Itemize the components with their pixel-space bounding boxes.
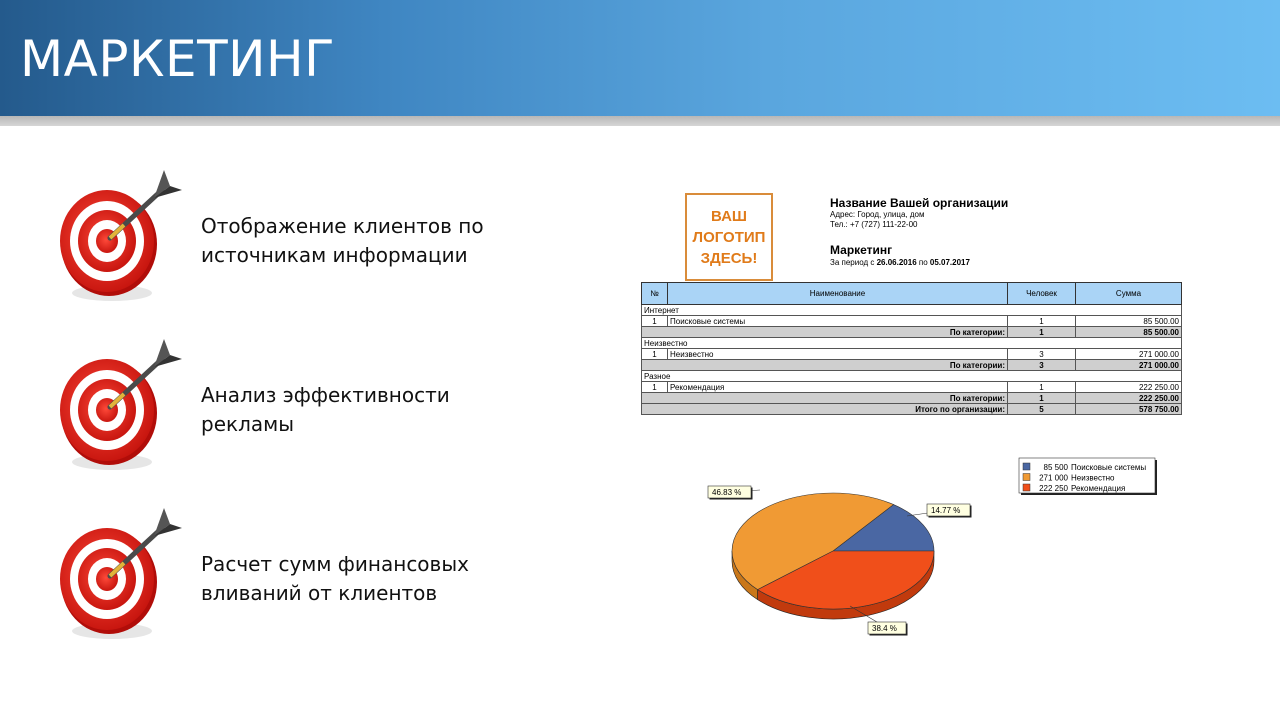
pie-label: 38.4 % [872, 624, 897, 633]
category-row [642, 305, 1182, 316]
total-people: 5 [1008, 404, 1076, 415]
legend-value: 85 500 [1043, 463, 1068, 472]
cell-sum: 271 000.00 [1076, 349, 1182, 360]
legend-label: Поисковые системы [1071, 463, 1147, 472]
feature-item-clients [52, 168, 572, 308]
cell-people: 1 [1008, 382, 1076, 393]
page-title: МАРКЕТИНГ [20, 30, 336, 88]
category-name: Неизвестно [642, 338, 1182, 349]
legend-label: Рекомендация [1071, 484, 1126, 493]
period-from: 26.06.2016 [876, 258, 917, 267]
subtotal-people: 1 [1008, 393, 1076, 404]
title-bar [0, 0, 1280, 116]
pie-label: 46.83 % [712, 488, 742, 497]
total-label: Итого по организации: [642, 404, 1008, 415]
feature-line: Анализ эффективности [201, 383, 450, 407]
cell-number: 1 [642, 382, 668, 393]
report-period [830, 258, 970, 267]
organization-info [830, 196, 1008, 230]
cell-name: Рекомендация [668, 382, 1008, 393]
subtotal-people: 3 [1008, 360, 1076, 371]
report-table [641, 282, 1182, 415]
legend-value: 271 000 [1039, 473, 1068, 483]
subtotal-label: По категории: [642, 327, 1008, 338]
cell-name: Неизвестно [668, 349, 1008, 360]
feature-text [201, 212, 541, 270]
subtotal-row [642, 360, 1182, 371]
column-header: Сумма [1076, 283, 1182, 305]
cell-sum: 85 500.00 [1076, 316, 1182, 327]
legend-value: 222 250 [1039, 484, 1068, 493]
feature-line: рекламы [201, 412, 294, 436]
subtotal-label: По категории: [642, 360, 1008, 371]
organization-phone: Тел.: +7 (727) 111-22-00 [830, 220, 918, 229]
total-row [642, 404, 1182, 415]
organization-address: Адрес: Город, улица, дом [830, 210, 925, 219]
logo-text: ВАШ ЛОГОТИП ЗДЕСЬ! [692, 207, 766, 267]
period-mid: по [918, 258, 928, 267]
feature-line: вливаний от клиентов [201, 581, 438, 605]
cell-people: 3 [1008, 349, 1076, 360]
category-row [642, 338, 1182, 349]
cell-name: Поисковые системы [668, 316, 1008, 327]
feature-item-finance [52, 506, 572, 646]
legend-label: Неизвестно [1071, 473, 1115, 483]
legend-swatch [1023, 484, 1030, 491]
feature-text [201, 550, 541, 608]
subtotal-label: По категории: [642, 393, 1008, 404]
feature-text [201, 381, 541, 439]
cell-sum: 222 250.00 [1076, 382, 1182, 393]
cell-number: 1 [642, 349, 668, 360]
organization-name: Название Вашей организации [830, 196, 1009, 210]
total-sum: 578 750.00 [1076, 404, 1182, 415]
target-dart-icon [52, 506, 192, 646]
feature-line: источникам информации [201, 243, 468, 267]
cell-people: 1 [1008, 316, 1076, 327]
table-row [642, 349, 1182, 360]
table-row [642, 382, 1182, 393]
column-header: № [642, 283, 668, 305]
category-name: Разное [642, 371, 1182, 382]
category-row [642, 371, 1182, 382]
subtotal-sum: 271 000.00 [1076, 360, 1182, 371]
period-to: 05.07.2017 [929, 258, 970, 267]
legend-swatch [1023, 463, 1030, 470]
target-dart-icon [52, 337, 192, 477]
title-divider [0, 116, 1280, 126]
feature-item-ads [52, 337, 572, 477]
table-row [642, 316, 1182, 327]
table-header-row [642, 283, 1182, 305]
pie-label: 14.77 % [931, 506, 961, 515]
subtotal-row [642, 393, 1182, 404]
category-name: Интернет [642, 305, 1182, 316]
pie-chart [700, 450, 1180, 650]
feature-line: Расчет сумм финансовых [201, 552, 469, 576]
subtotal-row [642, 327, 1182, 338]
column-header: Наименование [668, 283, 1008, 305]
legend-swatch [1023, 474, 1030, 481]
cell-number: 1 [642, 316, 668, 327]
feature-line: Отображение клиентов по [201, 214, 484, 238]
subtotal-people: 1 [1008, 327, 1076, 338]
target-dart-icon [52, 168, 192, 308]
logo-placeholder [685, 193, 773, 281]
subtotal-sum: 85 500.00 [1076, 327, 1182, 338]
period-prefix: За период с [830, 258, 875, 267]
column-header: Человек [1008, 283, 1076, 305]
subtotal-sum: 222 250.00 [1076, 393, 1182, 404]
report-title: Маркетинг [830, 243, 893, 257]
